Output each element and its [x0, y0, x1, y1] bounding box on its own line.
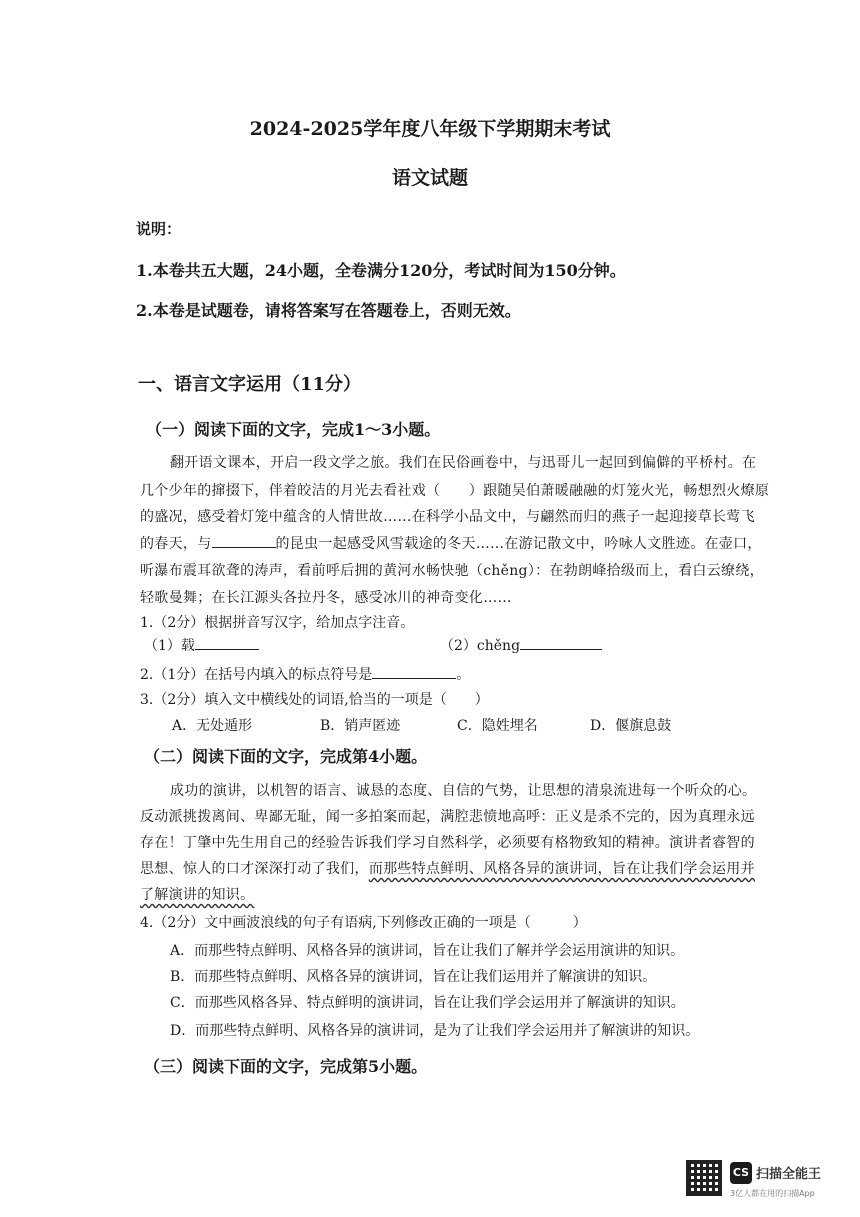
answer-blank	[372, 664, 456, 679]
part-3-heading: （三）阅读下面的文字，完成第5小题。	[144, 1057, 428, 1076]
passage-1-line	[140, 533, 762, 553]
camscanner-logo-icon: CS	[730, 1162, 752, 1184]
question-3-option-b: B．销声匿迹	[320, 718, 401, 734]
passage-1-line: 翻开语文课本，开启一段文学之旅。我们在民俗画卷中，与迅哥儿一起回到偏僻的平桥村。在	[170, 455, 757, 471]
instructions-label: 说明：	[136, 220, 182, 238]
passage-2-line: 存在！丁肇中先生用自己的经验告诉我们学习自然科学，必须要有格物致知的精神。演讲者睿智的	[140, 835, 755, 851]
question-4: 4.（2分）文中画波浪线的句子有语病,下列修改正确的一项是（ ）	[140, 915, 587, 931]
exam-title: 2024-2025学年度八年级下学期期末考试	[249, 118, 611, 140]
question-1a-label: （1）载	[144, 638, 195, 654]
question-2-end: 。	[456, 667, 471, 683]
scanner-app-slogan: 3亿人都在用的扫描App	[730, 1189, 815, 1198]
passage-2-line: 反动派挑拨离间、卑鄙无耻，闻一多拍案而起，满腔悲愤地高呼：正义是杀不完的，因为真理永远	[140, 809, 755, 825]
section-1-heading: 一、语言文字运用（11分）	[138, 374, 362, 395]
wavy-underlined-sentence: 而那些特点鲜明、风格各异的演讲词，旨在让我们学会运用并	[368, 861, 755, 877]
passage-1-line: 几个少年的撺掇下，伴着皎洁的月光去看社戏（ ）跟随吴伯萧暖融融的灯笼火光，畅想烈火燎原	[140, 483, 770, 499]
passage-1-line: 的盛况，感受着灯笼中蕴含的人情世故……在科学小品文中，与翩然而归的燕子一起迎接草长莺飞	[140, 509, 755, 525]
instruction-item-1: 1.本卷共五大题，24小题，全卷满分120分，考试时间为150分钟。	[136, 261, 626, 280]
part-1-heading: （一）阅读下面的文字，完成1～3小题。	[146, 420, 441, 439]
question-3-option-a: A．无处遁形	[172, 718, 253, 734]
question-1b-label: （2）chěng	[440, 638, 521, 654]
question-4-option-b: B．而那些特点鲜明、风格各异的演讲词，旨在让我们运用并了解演讲的知识。	[170, 969, 657, 985]
passage-1-line: 轻歌曼舞；在长江源头各拉丹冬，感受冰川的神奇变化……	[140, 590, 512, 606]
answer-blank	[212, 533, 276, 548]
question-1b	[440, 635, 602, 655]
passage-2-text: 思想、惊人的口才深深打动了我们，	[140, 861, 369, 877]
question-4-option-a: A．而那些特点鲜明、风格各异的演讲词，旨在让我们了解并学会运用演讲的知识。	[170, 943, 685, 959]
question-2-text: 2.（1分）在括号内填入的标点符号是	[140, 667, 373, 683]
question-3-option-c: C．隐姓埋名	[457, 718, 538, 734]
passage-1-line: 听瀑布震耳欲聋的涛声，看前呼后拥的黄河水畅快驰（chěng）：在勃朗峰拾级而上，看白云缭绕，	[140, 563, 764, 579]
question-3: 3.（2分）填入文中横线处的词语,恰当的一项是（ ）	[140, 692, 489, 708]
question-2	[140, 664, 470, 684]
scanner-app-name: 扫描全能王	[756, 1167, 822, 1182]
passage-2-line: 成功的演讲，以机智的语言、诚恳的态度、自信的气势，让思想的清泉流进每一个听众的心。	[170, 783, 757, 799]
part-2-heading: （二）阅读下面的文字，完成第4小题。	[144, 747, 428, 766]
passage-1-text: 的昆虫一起感受风雪载途的冬天……在游记散文中，吟咏人文胜迹。在壶口，	[275, 536, 762, 552]
question-1: 1.（2分）根据拼音写汉字，给加点字注音。	[140, 615, 415, 631]
question-3-option-d: D．偃旗息鼓	[590, 718, 672, 734]
question-4-option-c: C．而那些风格各异、特点鲜明的演讲词，旨在让我们学会运用并了解演讲的知识。	[170, 995, 685, 1011]
instruction-item-2: 2.本卷是试题卷，请将答案写在答题卷上，否则无效。	[136, 301, 521, 320]
qr-code-icon	[686, 1160, 722, 1196]
answer-blank	[195, 635, 259, 650]
wavy-underlined-sentence-end: 了解演讲的知识。	[140, 887, 255, 903]
question-4-option-d: D．而那些特点鲜明、风格各异的演讲词，是为了让我们学会运用并了解演讲的知识。	[170, 1023, 700, 1039]
exam-subtitle: 语文试题	[391, 167, 468, 189]
scanner-watermark	[686, 1160, 836, 1204]
passage-1-text: 的春天，与	[140, 536, 212, 552]
answer-blank	[520, 635, 602, 650]
question-1a	[144, 635, 259, 655]
passage-2-line	[140, 858, 755, 878]
